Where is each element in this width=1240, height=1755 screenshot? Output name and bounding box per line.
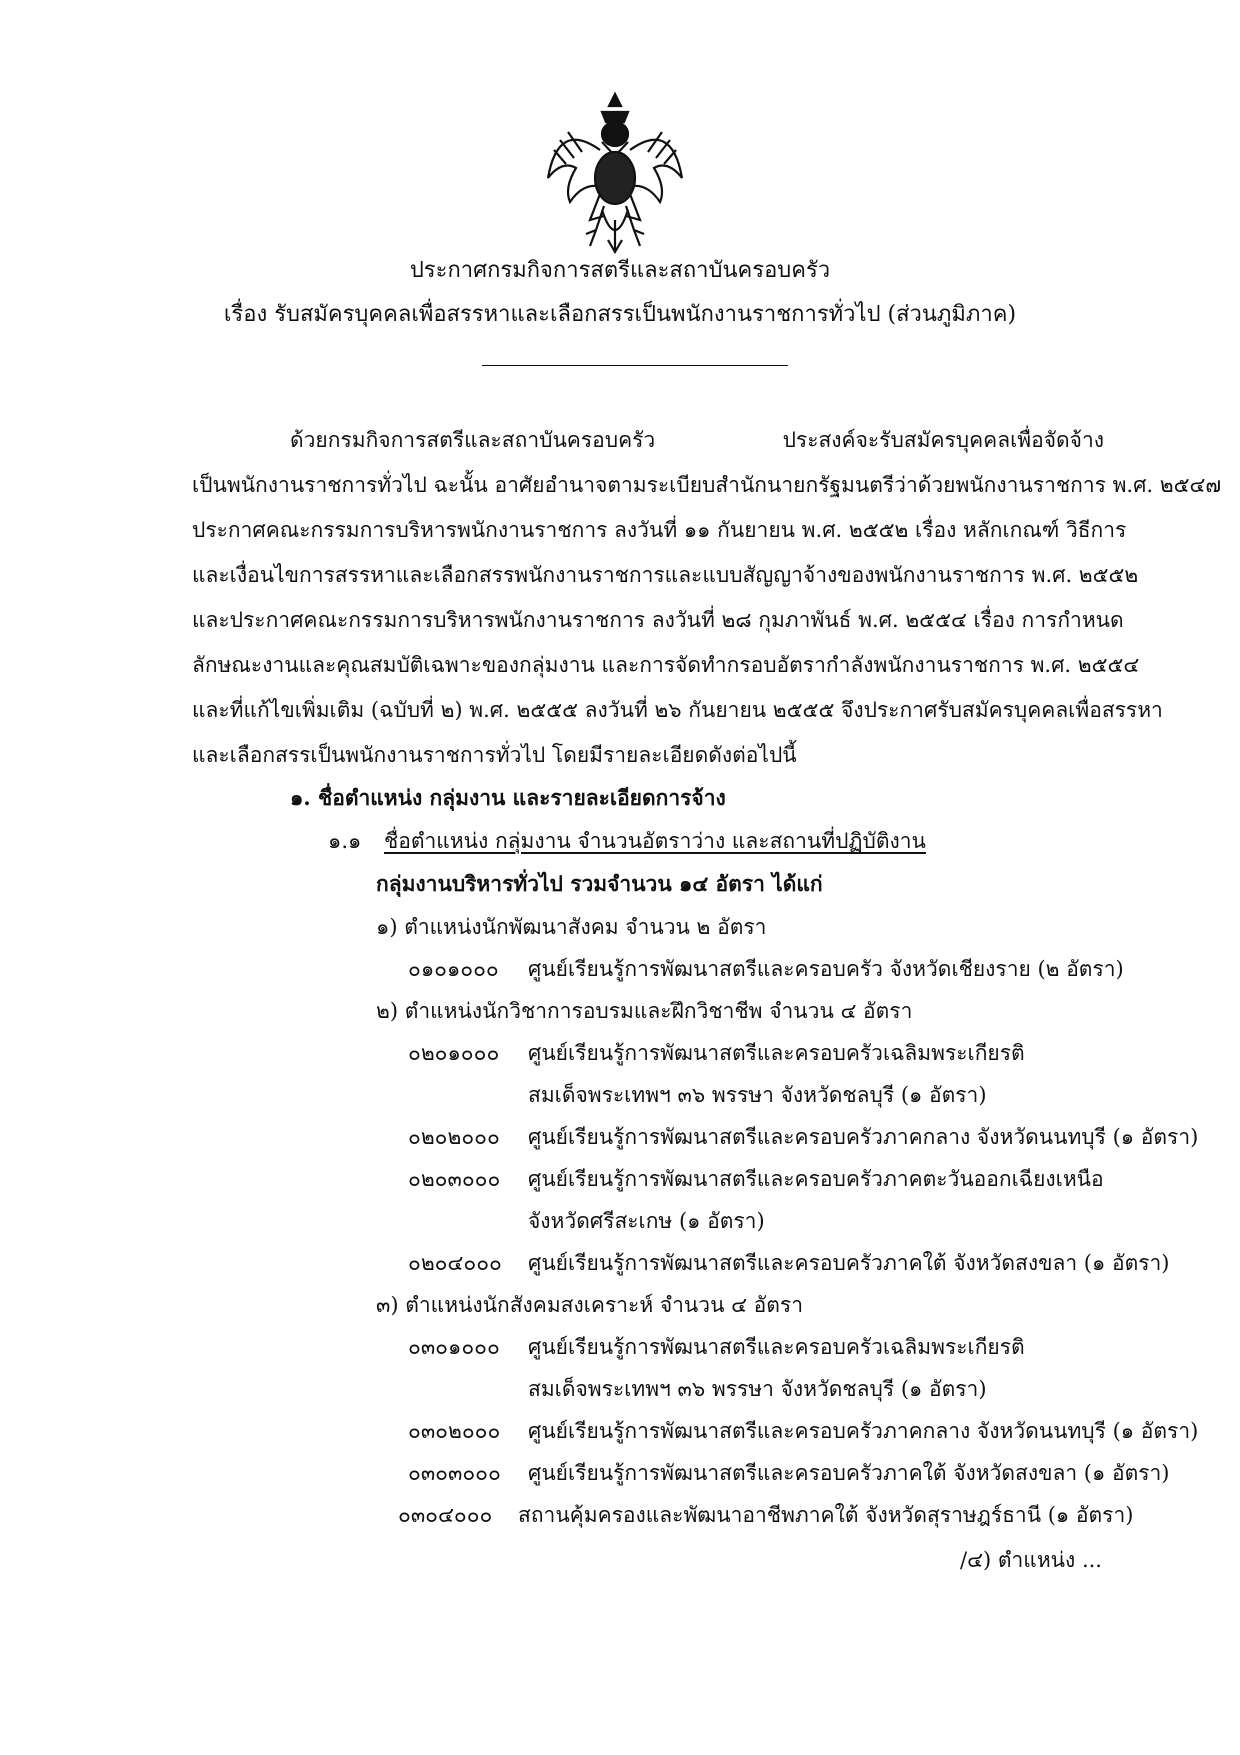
intro-line: และเงื่อนไขการสรรหาและเลือกสรรพนักงานราชการและแบบสัญญาจ้างของพนักงานราชการ พ.ศ. ๒๕๕๒	[192, 563, 1139, 587]
intro-line: เป็นพนักงานราชการทั่วไป ฉะนั้น อาศัยอำนาจตามระเบียบสำนักนายกรัฐมนตรีว่าด้วยพนักงานราชการ พ.ศ. ๒๕๔๗	[192, 473, 1222, 497]
position-code: ๐๒๐๔๐๐๐	[408, 1251, 502, 1275]
workplace-name: จังหวัดศรีสะเกษ (๑ อัตรา)	[528, 1209, 765, 1233]
garuda-emblem-icon	[540, 90, 690, 255]
position-code: ๐๓๐๓๐๐๐	[408, 1461, 501, 1485]
intro-line: ประกาศคณะกรรมการบริหารพนักงานราชการ ลงวันที่ ๑๑ กันยายน พ.ศ. ๒๕๕๒ เรื่อง หลักเกณฑ์ วิธีการ	[192, 518, 1127, 542]
announcement-subject: เรื่อง รับสมัครบุคคลเพื่อสรรหาและเลือกสรรเป็นพนักงานราชการทั่วไป (ส่วนภูมิภาค)	[223, 302, 1017, 327]
work-group-title: กลุ่มงานบริหารทั่วไป รวมจำนวน ๑๔ อัตรา ได้แก่	[376, 871, 823, 896]
workplace-name: ศูนย์เรียนรู้การพัฒนาสตรีและครอบครัวเฉลิมพระเกียรติ	[528, 1335, 1025, 1359]
workplace-name: ศูนย์เรียนรู้การพัฒนาสตรีและครอบครัวภาคใต้ จังหวัดสงขลา (๑ อัตรา)	[528, 1461, 1170, 1485]
section-1-title: ๑. ชื่อตำแหน่ง กลุ่มงาน และรายละเอียดการจ้าง	[290, 785, 726, 810]
intro-line: ด้วยกรมกิจการสตรีและสถาบันครอบครัว ประสงค์จะรับสมัครบุคคลเพื่อจัดจ้าง	[290, 428, 1104, 452]
position-code: ๐๓๐๔๐๐๐	[398, 1503, 493, 1527]
workplace-name: สมเด็จพระเทพฯ ๓๖ พรรษา จังหวัดชลบุรี (๑ อัตรา)	[528, 1083, 987, 1107]
workplace-name: ศูนย์เรียนรู้การพัฒนาสตรีและครอบครัวภาคกลาง จังหวัดนนทบุรี (๑ อัตรา)	[528, 1419, 1199, 1443]
position-code: ๐๑๐๑๐๐๐	[408, 957, 499, 981]
workplace-name: ศูนย์เรียนรู้การพัฒนาสตรีและครอบครัว จังหวัดเชียงราย (๒ อัตรา)	[528, 957, 1124, 981]
page-continuation: /๔) ตำแหน่ง ...	[960, 1548, 1102, 1572]
workplace-name: สถานคุ้มครองและพัฒนาอาชีพภาคใต้ จังหวัดสุราษฎร์ธานี (๑ อัตรา)	[518, 1503, 1134, 1527]
intro-line: ลักษณะงานและคุณสมบัติเฉพาะของกลุ่มงาน และการจัดทำกรอบอัตรากำลังพนักงานราชการ พ.ศ. ๒๕๕๔	[192, 653, 1140, 677]
position-code: ๐๒๐๓๐๐๐	[408, 1167, 501, 1191]
position-title: ๒) ตำแหน่งนักวิชาการอบรมและฝึกวิชาชีพ จำนวน ๔ อัตรา	[376, 999, 913, 1023]
intro-line: และประกาศคณะกรรมการบริหารพนักงานราชการ ลงวันที่ ๒๘ กุมภาพันธ์ พ.ศ. ๒๕๕๔ เรื่อง การกำหนด	[192, 608, 1124, 632]
workplace-name: ศูนย์เรียนรู้การพัฒนาสตรีและครอบครัวเฉลิมพระเกียรติ	[528, 1041, 1025, 1065]
workplace-name: ศูนย์เรียนรู้การพัฒนาสตรีและครอบครัวภาคตะวันออกเฉียงเหนือ	[528, 1167, 1104, 1191]
position-code: ๐๓๐๒๐๐๐	[408, 1419, 501, 1443]
subsection-title: ชื่อตำแหน่ง กลุ่มงาน จำนวนอัตราว่าง และสถานที่ปฏิบัติงาน	[384, 829, 926, 853]
title-divider	[482, 365, 788, 366]
intro-line: และที่แก้ไขเพิ่มเติม (ฉบับที่ ๒) พ.ศ. ๒๕๕๕ ลงวันที่ ๒๖ กันยายน ๒๕๕๕ จึงประกาศรับสมัครบุคคลเพื่อสรรหา	[192, 698, 1163, 722]
announcement-title: ประกาศกรมกิจการสตรีและสถาบันครอบครัว	[409, 258, 831, 283]
position-code: ๐๒๐๑๐๐๐	[408, 1041, 500, 1065]
position-code: ๐๓๐๑๐๐๐	[408, 1335, 500, 1359]
position-title: ๓) ตำแหน่งนักสังคมสงเคราะห์ จำนวน ๔ อัตรา	[376, 1293, 804, 1317]
intro-line: และเลือกสรรเป็นพนักงานราชการทั่วไป โดยมีรายละเอียดดังต่อไปนี้	[192, 743, 797, 767]
position-title: ๑) ตำแหน่งนักพัฒนาสังคม จำนวน ๒ อัตรา	[376, 915, 767, 939]
workplace-name: สมเด็จพระเทพฯ ๓๖ พรรษา จังหวัดชลบุรี (๑ อัตรา)	[528, 1377, 987, 1401]
position-code: ๐๒๐๒๐๐๐	[408, 1125, 500, 1149]
workplace-name: ศูนย์เรียนรู้การพัฒนาสตรีและครอบครัวภาคใต้ จังหวัดสงขลา (๑ อัตรา)	[528, 1251, 1170, 1275]
workplace-name: ศูนย์เรียนรู้การพัฒนาสตรีและครอบครัวภาคกลาง จังหวัดนนทบุรี (๑ อัตรา)	[528, 1125, 1199, 1149]
subsection-number: ๑.๑	[328, 829, 362, 853]
